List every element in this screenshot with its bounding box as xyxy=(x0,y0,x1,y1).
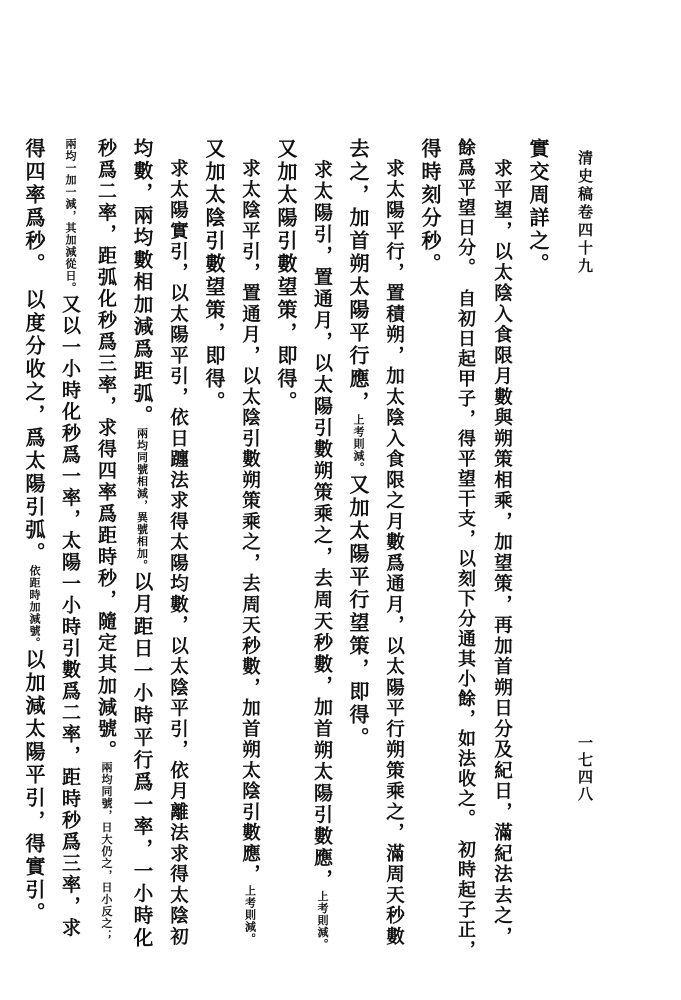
text-column xyxy=(24,138,44,925)
text-run: 餘爲平望日分。 自初日起甲子，得平望干支，以刻下分通其小餘，如法收之。 初時起子正， xyxy=(455,138,476,960)
text-run: 求平望，以太陰入食限月數與朔策相乘，加望策，再加首朔日分及紀日，滿紀法去之， xyxy=(491,138,513,948)
text-run: 以加減太陽平引，得實引。 xyxy=(22,649,46,925)
text-column xyxy=(456,138,474,960)
text-column xyxy=(132,138,152,950)
inline-annotation: 上考則減。 xyxy=(243,885,257,945)
text-run: 以月距日一小時平行爲一率，一小時化 xyxy=(130,571,154,950)
text-run: 得四率爲秒。 以度分收之，爲太陽引弧。 xyxy=(22,138,46,565)
text-column xyxy=(420,138,440,276)
text-column xyxy=(384,138,403,947)
text-run: 求太陽引，置通月，以太陽引數朔策乘之，去周天秒數，加首朔太陽引數應， xyxy=(311,138,333,891)
text-run: 去之，加首朔太陽平行應， xyxy=(346,138,370,414)
text-run: 均數，兩均數相加減爲距弧。 xyxy=(130,138,154,428)
text-column xyxy=(348,138,368,750)
text-run: 秒爲二率，距弧化秒爲三率，求得四率爲距時秒，隨定其加減號。 xyxy=(95,138,117,762)
text-run: 又加太陰引數望策，即得。 xyxy=(202,138,226,414)
page-number: 一七四八 xyxy=(576,735,594,803)
inline-annotation: 兩均同號，日大仍之，日小反之； xyxy=(100,761,113,942)
text-column xyxy=(528,138,548,276)
text-run: 求太陽實引，以太陽平引，依日躔法求得太陽均數，以太陰平引，依月離法求得太陰初 xyxy=(167,138,189,948)
text-column xyxy=(96,138,115,942)
inline-annotation: 上考則減。 xyxy=(352,414,365,474)
inline-annotation: 兩均同號相減，異號相加。 xyxy=(135,427,149,572)
text-column xyxy=(168,138,187,947)
text-column xyxy=(492,138,511,947)
text-column xyxy=(60,138,79,939)
text-run: 求太陽平行，置積朔，加太陰入食限之月數爲通月，以太陽平行朔策乘之，滿周天秒數 xyxy=(383,138,405,948)
text-run: 又加太陽平行望策，即得。 xyxy=(346,474,370,750)
text-run: 又加太陽引數望策，即得。 xyxy=(274,138,298,414)
inline-annotation: 依距時加減號。 xyxy=(28,565,41,649)
running-header-title: 清史稿卷四十九 xyxy=(576,150,594,276)
inline-annotation: 兩均一加一減，其加減從日。 xyxy=(64,138,77,294)
text-column xyxy=(312,138,331,951)
text-run: 實交周詳之。 xyxy=(526,138,550,276)
text-run: 得時刻分秒。 xyxy=(418,138,442,276)
text-column xyxy=(276,138,296,414)
text-run: 求太陰平引，置通月，以太陰引數朔策乘之，去周天秒數，加首朔太陰引數應， xyxy=(239,138,261,885)
text-run: 又以一小時化秒爲一率，太陽一小時引數爲二率，距時秒爲三率，求 xyxy=(59,294,81,939)
text-column xyxy=(240,138,259,945)
text-column xyxy=(204,138,224,414)
inline-annotation: 上考則減。 xyxy=(316,890,329,951)
